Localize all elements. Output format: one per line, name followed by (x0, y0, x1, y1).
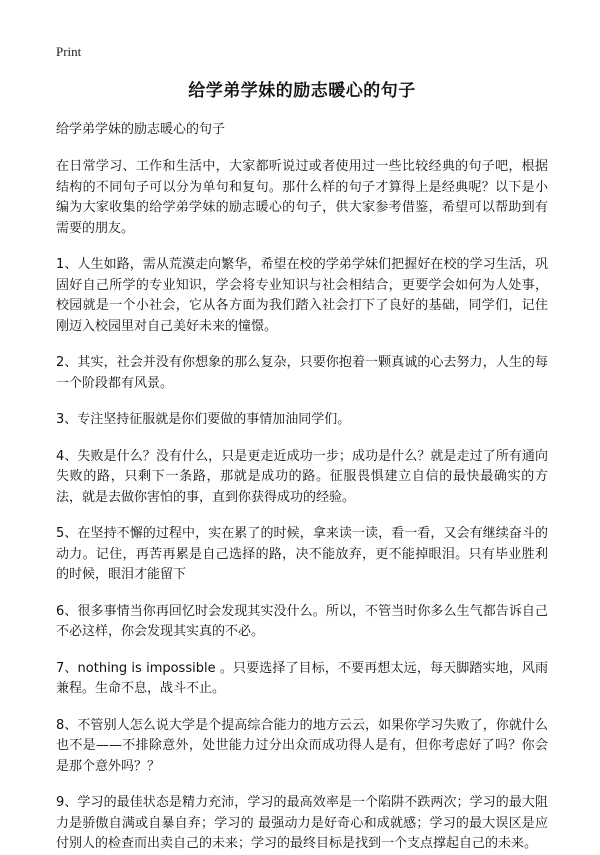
list-item: 3、专注坚持征服就是你们要做的事情加油同学们。 (56, 412, 351, 427)
list-item: 2、其实，社会并没有你想象的那么复杂，只要你抱着一颗真诚的心去努力，人生的每一个阶段都有风景。 (56, 355, 548, 391)
list-item: 5、在坚持不懈的过程中，实在累了的时候，拿来读一读，看一看，又会有继续奋斗的动力。记住，再苦再累是自己选择的路，决不能放弃，更不能掉眼泪。只有毕业胜利的时候，眼泪才能留下 (56, 526, 548, 582)
page-title: 给学弟学妹的励志暖心的句子 (188, 81, 416, 101)
list-item: 6、很多事情当你再回忆时会发现其实没什么。所以，不管当时你多么生气都告诉自己不必这样，你会发现其实真的不必。 (56, 603, 548, 639)
list-item: 9、学习的最佳状态是精力充沛，学习的最高效率是一个陷阱不跌两次；学习的最大阻力是骄傲自满或自暴自弃；学习的 最强动力是好奇心和成就感；学习的最大误区是应付别人的检查而出卖自己的未来；学习的最终目标是找到一个支点撑起自己的未来。 (56, 795, 548, 851)
article-subtitle: 给学弟学妹的励志暖心的句子 (56, 122, 226, 137)
list-item: 1、人生如路，需从荒漠走向繁华，希望在校的学弟学妹们把握好在校的学习生活，巩固好自己所学的专业知识，学会将专业知识与社会相结合，更要学会如何为人处事，校园就是一个小社会，它从各方面为我们踏入社会打下了良好的基础，同学们，记住刚迈入校园里对自己美好未来的憧憬。 (56, 257, 548, 334)
intro-paragraph: 在日常学习、工作和生活中，大家都听说过或者使用过一些比较经典的句子吧，根据结构的不同句子可以分为单句和复句。那什么样的句子才算得上是经典呢？以下是小编为大家收集的给学弟学妹的励志暖心的句子，供大家参考借鉴，希望可以帮助到有需要的朋友。 (56, 159, 548, 236)
list-item: 7、nothing is impossible 。只要选择了目标，不要再想太远，每天脚踏实地，风雨兼程。生命不息，战斗不止。 (56, 660, 548, 696)
list-item: 8、不管别人怎么说大学是个提高综合能力的地方云云，如果你学习失败了，你就什么也不是——不排除意外，处世能力过分出众而成功得人是有，但你考虑好了吗？你会是那个意外吗？？ (56, 717, 548, 774)
print-link[interactable]: Print (56, 44, 82, 59)
list-item: 4、失败是什么？没有什么，只是更走近成功一步；成功是什么？就是走过了所有通向失败的路，只剩下一条路，那就是成功的路。征服畏惧建立自信的最快最确实的方法，就是去做你害怕的事，直到你获得成功的经验。 (56, 448, 548, 505)
